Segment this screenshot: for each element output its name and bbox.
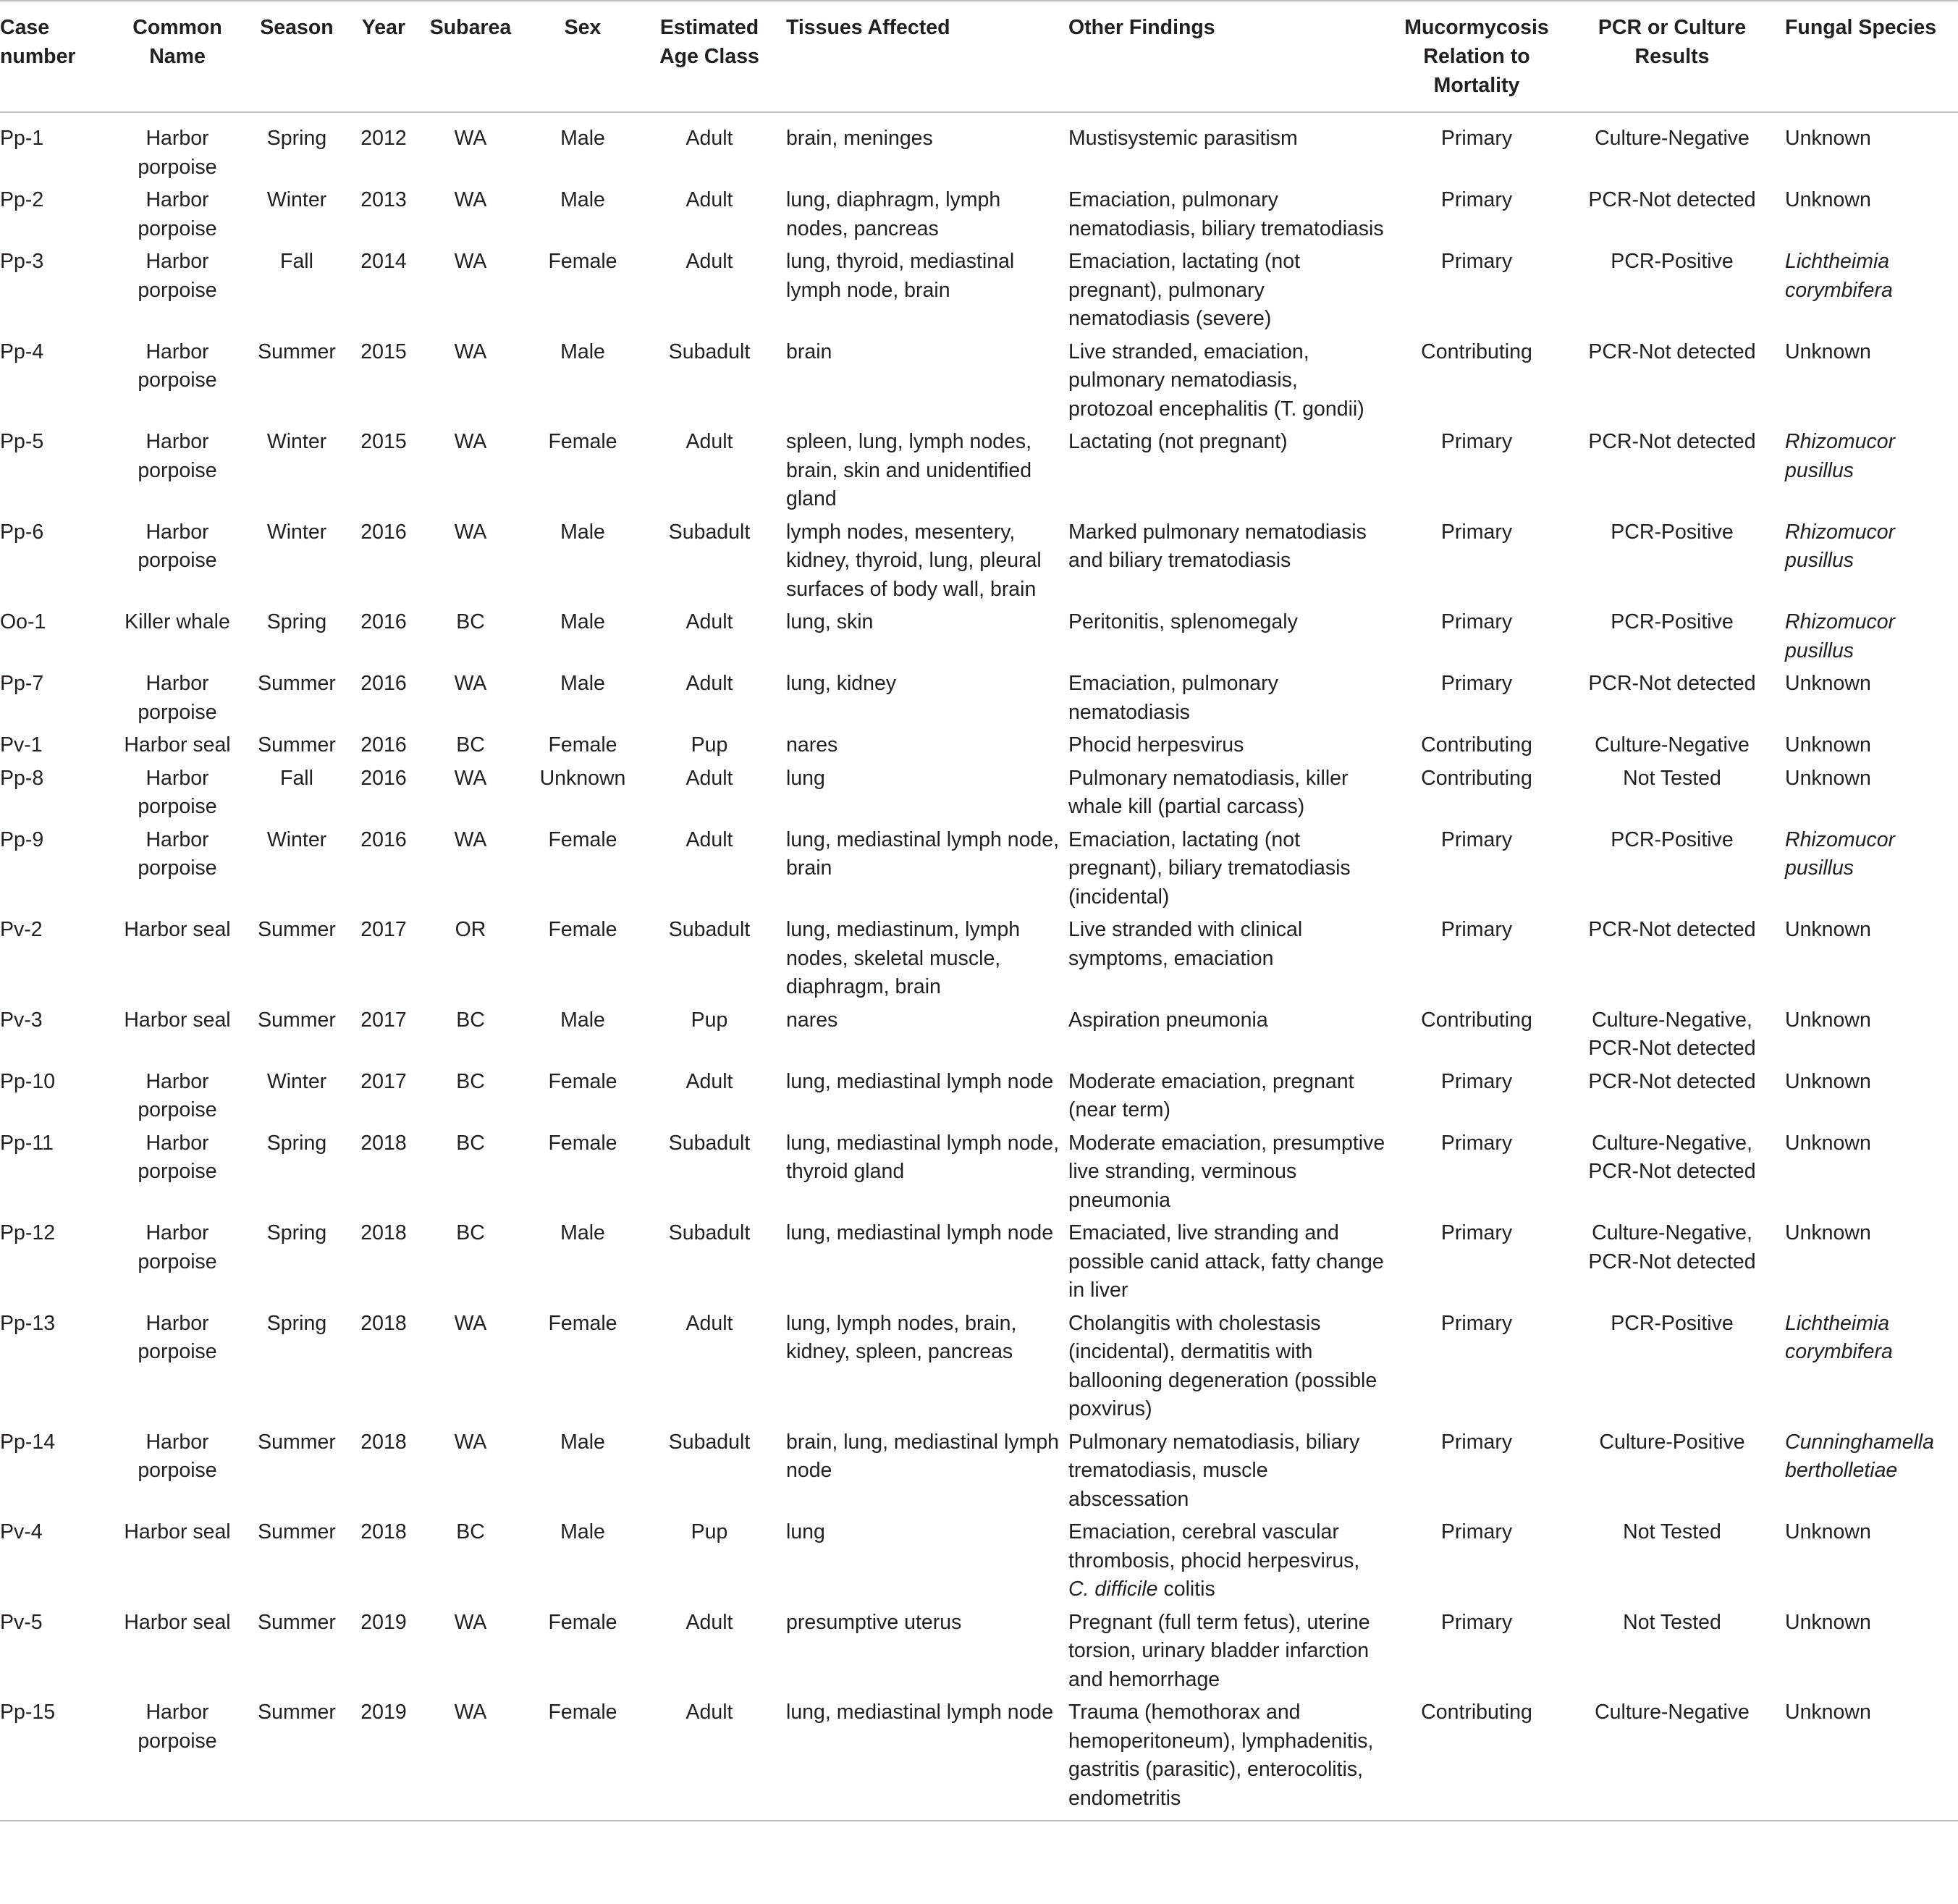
cell-common-name: Harbor porpoise xyxy=(138,1131,217,1183)
cell-results: Culture-Negative xyxy=(1595,127,1750,150)
cell-other-findings xyxy=(1064,1518,1390,1609)
cell-other-findings: Emaciated, live stranding and possible canid attack, fatty change in liver xyxy=(1068,1221,1384,1302)
cell-fungal-species: Unknown xyxy=(1785,766,1871,790)
cell-tissues: nares xyxy=(786,1008,838,1032)
cell-subarea: WA xyxy=(454,1610,487,1634)
cell-age-class: Subadult xyxy=(668,340,751,363)
cell-fungal-species: Rhizomucor pusillus xyxy=(1785,520,1896,572)
cell-fungal-species: Lichtheimia corymbifera xyxy=(1785,1311,1893,1363)
header-tissues: Tissues Affected xyxy=(782,1,1064,112)
cell-season: Spring xyxy=(266,1311,327,1335)
cell-season: Spring xyxy=(266,127,327,150)
cell-season: Summer xyxy=(239,1698,355,1821)
cell-case-number: Pp-15 xyxy=(0,1698,116,1821)
cell-results: Culture-Negative, PCR-Not detected xyxy=(1588,1008,1756,1060)
cell-fungal-species: Unknown xyxy=(1785,672,1871,695)
cell-year: 2017 xyxy=(360,1008,407,1032)
cell-sex: Female xyxy=(528,1698,637,1821)
cell-subarea: WA xyxy=(454,340,487,363)
cell-tissues: lung, mediastinal lymph node, thyroid gland xyxy=(786,1131,1060,1183)
cell-fungal-species: Rhizomucor pusillus xyxy=(1785,827,1896,880)
cell-year: 2015 xyxy=(360,340,407,363)
cell-season: Summer xyxy=(258,1008,336,1032)
cell-year: 2014 xyxy=(360,250,407,273)
cell-other-findings: Aspiration pneumonia xyxy=(1068,1008,1268,1032)
findings-text-part: colitis xyxy=(1157,1577,1215,1601)
cell-season: Summer xyxy=(258,340,336,363)
cell-tissues: lung, lymph nodes, brain, kidney, spleen, pancreas xyxy=(786,1311,1017,1363)
cell-case-number: Pp-10 xyxy=(0,1069,56,1093)
table-row xyxy=(0,428,1958,518)
cell-relation: Contributing xyxy=(1421,733,1532,757)
cell-age-class: Adult xyxy=(685,250,733,273)
table-row xyxy=(0,670,1958,731)
cell-subarea: BC xyxy=(456,1131,485,1155)
cell-tissues: lymph nodes, mesentery, kidney, thyroid, lung, pleural surfaces of body wall, brain xyxy=(786,520,1042,601)
header-relation: Mucormycosis Relation to Mortality xyxy=(1390,1,1564,112)
cell-sex: Male xyxy=(560,188,605,211)
table-row xyxy=(0,1006,1958,1068)
cell-age-class: Subadult xyxy=(668,1131,751,1155)
cell-season: Winter xyxy=(266,430,327,453)
cell-subarea: WA xyxy=(454,672,487,695)
cell-sex: Female xyxy=(548,1311,617,1335)
cell-case-number: Pp-12 xyxy=(0,1221,56,1244)
cell-year: 2018 xyxy=(360,1430,407,1454)
table-row xyxy=(0,1068,1958,1129)
cell-case-number: Pp-4 xyxy=(0,340,44,363)
cell-common-name: Harbor porpoise xyxy=(138,430,217,482)
cell-other-findings: Trauma (hemothorax and hemoperitoneum), lymphadenitis, gastritis (parasitic), enterocolitis, endometritis xyxy=(1064,1698,1390,1821)
cell-sex: Male xyxy=(560,340,605,363)
cell-tissues: spleen, lung, lymph nodes, brain, skin and unidentified gland xyxy=(786,430,1032,510)
table-row xyxy=(0,1129,1958,1220)
table-row xyxy=(0,1609,1958,1699)
cell-year: 2016 xyxy=(360,733,407,757)
cell-season: Summer xyxy=(258,1610,336,1634)
cell-year: 2018 xyxy=(360,1131,407,1155)
cell-other-findings: Pulmonary nematodiasis, killer whale kill (partial carcass) xyxy=(1068,766,1349,818)
cell-common-name: Harbor seal xyxy=(124,1520,231,1543)
cell-subarea: WA xyxy=(454,827,487,851)
cell-common-name: Harbor porpoise xyxy=(138,188,217,240)
cell-other-findings: Phocid herpesvirus xyxy=(1068,733,1244,757)
cell-case-number: Pp-7 xyxy=(0,672,44,695)
cell-year: 2016 xyxy=(360,672,407,695)
cell-results: PCR-Not detected xyxy=(1588,340,1756,363)
cell-results: PCR-Positive xyxy=(1611,610,1734,633)
cell-results: PCR-Not detected xyxy=(1588,918,1756,941)
cell-tissues: lung, mediastinal lymph node xyxy=(786,1221,1054,1244)
cell-tissues: lung, mediastinal lymph node xyxy=(782,1698,1064,1821)
cell-subarea: WA xyxy=(454,127,487,150)
cell-relation: Primary xyxy=(1440,188,1513,211)
cell-subarea: WA xyxy=(454,250,487,273)
cell-relation: Primary xyxy=(1440,672,1513,695)
cell-fungal-species: Unknown xyxy=(1785,1221,1871,1244)
cell-other-findings: Lactating (not pregnant) xyxy=(1068,430,1288,453)
cell-relation: Primary xyxy=(1440,1311,1513,1335)
cell-tissues: lung, mediastinum, lymph nodes, skeletal muscle, diaphragm, brain xyxy=(786,918,1021,998)
cell-relation: Primary xyxy=(1440,520,1513,544)
cell-case-number: Pv-5 xyxy=(0,1610,43,1634)
cell-other-findings: Emaciation, pulmonary nematodiasis xyxy=(1068,672,1278,724)
table-row xyxy=(0,112,1958,186)
cell-case-number: Oo-1 xyxy=(0,610,46,633)
table-row xyxy=(0,1698,1958,1821)
cell-results: PCR-Positive xyxy=(1611,520,1734,544)
cell-tissues: lung xyxy=(786,766,825,790)
cell-fungal-species: Unknown xyxy=(1785,188,1871,211)
cell-year: 2017 xyxy=(360,918,407,941)
cell-subarea: BC xyxy=(456,733,485,757)
cell-sex: Female xyxy=(548,918,617,941)
cell-relation: Primary xyxy=(1440,127,1513,150)
cell-case-number: Pp-6 xyxy=(0,520,44,544)
cell-age-class: Adult xyxy=(685,1610,733,1634)
table-row xyxy=(0,186,1958,248)
cell-season: Winter xyxy=(266,188,327,211)
cell-season: Spring xyxy=(266,610,327,633)
cell-case-number: Pp-9 xyxy=(0,827,44,851)
cell-tissues: lung xyxy=(786,1520,825,1543)
cell-fungal-species: Unknown xyxy=(1785,733,1871,757)
cell-results: Not Tested xyxy=(1623,1610,1721,1634)
cell-fungal-species: Unknown xyxy=(1785,1610,1871,1634)
cell-results: PCR-Not detected xyxy=(1588,1069,1756,1093)
cell-common-name: Harbor seal xyxy=(124,1610,231,1634)
table-row xyxy=(0,1428,1958,1519)
cell-tissues: lung, thyroid, mediastinal lymph node, brain xyxy=(786,250,1015,302)
cell-subarea: WA xyxy=(454,520,487,544)
header-case-number: Case number xyxy=(0,1,116,112)
cell-fungal-species: Lichtheimia corymbifera xyxy=(1785,250,1893,302)
cell-season: Spring xyxy=(266,1221,327,1244)
cell-fungal-species: Unknown xyxy=(1785,1131,1871,1155)
cell-sex: Female xyxy=(548,430,617,453)
header-subarea: Subarea xyxy=(413,1,528,112)
cell-age-class: Adult xyxy=(685,1311,733,1335)
cell-common-name: Harbor seal xyxy=(124,733,231,757)
cell-results: PCR-Positive xyxy=(1611,827,1734,851)
cell-age-class: Subadult xyxy=(668,1221,751,1244)
cell-fungal-species: Unknown xyxy=(1785,918,1871,941)
cell-sex: Female xyxy=(548,250,617,273)
cell-common-name: Harbor porpoise xyxy=(138,1430,217,1482)
cell-subarea: BC xyxy=(456,610,485,633)
cell-other-findings: Mustisystemic parasitism xyxy=(1068,127,1298,150)
cell-relation: Primary xyxy=(1440,1131,1513,1155)
findings-text-part: Emaciation, cerebral vascular thrombosis, phocid herpesvirus, xyxy=(1068,1520,1360,1572)
cell-age-class: Pup xyxy=(691,1520,728,1543)
cell-fungal-species: Unknown xyxy=(1785,340,1871,363)
cell-subarea: WA xyxy=(454,766,487,790)
cell-sex: Female xyxy=(548,1069,617,1093)
header-year: Year xyxy=(355,1,413,112)
cell-common-name: Harbor porpoise xyxy=(138,766,217,818)
cell-sex: Male xyxy=(560,1221,605,1244)
cell-season: Summer xyxy=(258,918,336,941)
cell-tissues: nares xyxy=(786,733,838,757)
cell-age-class: Subadult xyxy=(668,918,751,941)
cell-fungal-species: Cunninghamella bertholletiae xyxy=(1785,1430,1934,1482)
table-row xyxy=(0,338,1958,429)
cell-age-class: Adult xyxy=(685,127,733,150)
cell-relation: Primary xyxy=(1440,827,1513,851)
cell-results: PCR-Positive xyxy=(1611,1311,1734,1335)
cell-tissues: brain, meninges xyxy=(786,127,933,150)
cell-sex: Male xyxy=(560,1008,605,1032)
cell-season: Summer xyxy=(258,733,336,757)
cell-age-class: Adult xyxy=(685,430,733,453)
cell-other-findings: Moderate emaciation, pregnant (near term) xyxy=(1068,1069,1354,1121)
cell-age-class: Subadult xyxy=(668,1430,751,1454)
cell-fungal-species: Rhizomucor pusillus xyxy=(1785,610,1896,662)
cell-case-number: Pp-1 xyxy=(0,127,44,150)
table-header xyxy=(0,1,1958,112)
cell-season: Spring xyxy=(266,1131,327,1155)
cell-relation: Primary xyxy=(1440,430,1513,453)
cell-other-findings: Emaciation, pulmonary nematodiasis, biliary trematodiasis xyxy=(1068,188,1384,240)
header-common-name: Common Name xyxy=(116,1,239,112)
cell-relation: Primary xyxy=(1440,1610,1513,1634)
header-results: PCR or Culture Results xyxy=(1564,1,1781,112)
cell-common-name: Harbor porpoise xyxy=(138,1069,217,1121)
cell-tissues: presumptive uterus xyxy=(786,1610,962,1634)
cell-year: 2018 xyxy=(360,1311,407,1335)
cell-other-findings: Live stranded with clinical symptoms, emaciation xyxy=(1068,918,1303,970)
cell-fungal-species: Unknown xyxy=(1781,1698,1958,1821)
cell-results: PCR-Not detected xyxy=(1588,430,1756,453)
cell-sex: Male xyxy=(560,1430,605,1454)
cell-year: 2016 xyxy=(360,827,407,851)
header-other-findings: Other Findings xyxy=(1064,1,1390,112)
cell-other-findings: Live stranded, emaciation, pulmonary nematodiasis, protozoal encephalitis (T. gondii) xyxy=(1068,340,1364,421)
table-row xyxy=(0,248,1958,338)
cell-season: Winter xyxy=(266,520,327,544)
cell-case-number: Pp-11 xyxy=(0,1131,54,1155)
cell-age-class: Adult xyxy=(685,610,733,633)
cell-relation: Contributing xyxy=(1421,340,1532,363)
cell-results: Culture-Negative xyxy=(1595,733,1750,757)
header-age-class: Estimated Age Class xyxy=(637,1,782,112)
cell-case-number: Pv-2 xyxy=(0,918,43,941)
cell-age-class: Pup xyxy=(691,733,728,757)
cell-age-class: Adult xyxy=(637,1698,782,1821)
cell-results: PCR-Not detected xyxy=(1588,188,1756,211)
cell-case-number: Pp-13 xyxy=(0,1311,56,1335)
cell-tissues: lung, skin xyxy=(786,610,874,633)
cell-other-findings: Pregnant (full term fetus), uterine torsion, urinary bladder infarction and hemorrhage xyxy=(1068,1610,1370,1691)
cell-age-class: Adult xyxy=(685,1069,733,1093)
table-row xyxy=(0,764,1958,826)
header-fungal-species: Fungal Species xyxy=(1781,1,1958,112)
cell-sex: Female xyxy=(548,827,617,851)
cell-common-name: Harbor porpoise xyxy=(138,827,217,880)
table-row xyxy=(0,1518,1958,1609)
cell-subarea: WA xyxy=(413,1698,528,1821)
cell-case-number: Pp-3 xyxy=(0,250,44,273)
cell-sex: Female xyxy=(548,733,617,757)
cell-subarea: OR xyxy=(455,918,486,941)
cell-tissues: lung, mediastinal lymph node, brain xyxy=(786,827,1060,880)
cell-common-name: Harbor porpoise xyxy=(138,1311,217,1363)
cell-tissues: lung, diaphragm, lymph nodes, pancreas xyxy=(786,188,1001,240)
cell-relation: Primary xyxy=(1440,1221,1513,1244)
table-body xyxy=(0,112,1958,1821)
header-sex: Sex xyxy=(528,1,637,112)
cell-fungal-species: Unknown xyxy=(1785,127,1871,150)
cell-sex: Male xyxy=(560,127,605,150)
table-row xyxy=(0,518,1958,609)
cell-relation: Primary xyxy=(1440,1069,1513,1093)
cell-year: 2015 xyxy=(360,430,407,453)
cell-common-name: Harbor seal xyxy=(124,918,231,941)
cell-common-name: Harbor porpoise xyxy=(138,520,217,572)
cell-common-name: Harbor porpoise xyxy=(116,1698,239,1821)
table-row xyxy=(0,916,1958,1006)
cell-year: 2013 xyxy=(360,188,407,211)
cell-common-name: Harbor porpoise xyxy=(138,1221,217,1273)
cell-common-name: Harbor porpoise xyxy=(138,672,217,724)
table-row xyxy=(0,1219,1958,1310)
cell-results: PCR-Positive xyxy=(1611,250,1734,273)
cell-sex: Male xyxy=(560,610,605,633)
cell-subarea: BC xyxy=(456,1221,485,1244)
table-row xyxy=(0,826,1958,917)
header-season: Season xyxy=(239,1,355,112)
cell-season: Summer xyxy=(258,672,336,695)
cell-relation: Contributing xyxy=(1421,766,1532,790)
cell-results: PCR-Not detected xyxy=(1588,672,1756,695)
findings-text-part: C. difficile xyxy=(1068,1577,1158,1601)
cell-age-class: Adult xyxy=(685,188,733,211)
cell-case-number: Pv-1 xyxy=(0,733,43,757)
cell-results: Not Tested xyxy=(1623,766,1721,790)
cell-sex: Female xyxy=(548,1610,617,1634)
cell-results: Culture-Negative, PCR-Not detected xyxy=(1588,1221,1756,1273)
cell-age-class: Subadult xyxy=(668,520,751,544)
cell-common-name: Harbor seal xyxy=(124,1008,231,1032)
table-row xyxy=(0,608,1958,670)
cell-year: 2018 xyxy=(360,1221,407,1244)
cell-year: 2017 xyxy=(360,1069,407,1093)
cell-relation: Primary xyxy=(1440,918,1513,941)
cell-fungal-species: Unknown xyxy=(1785,1520,1871,1543)
cell-fungal-species: Unknown xyxy=(1785,1008,1871,1032)
cell-case-number: Pp-14 xyxy=(0,1430,56,1454)
cell-subarea: WA xyxy=(454,1430,487,1454)
cell-season: Winter xyxy=(266,1069,327,1093)
cell-subarea: WA xyxy=(454,1311,487,1335)
cell-relation: Contributing xyxy=(1421,1008,1532,1032)
cell-fungal-species: Rhizomucor pusillus xyxy=(1785,430,1896,482)
cell-common-name: Killer whale xyxy=(125,610,230,633)
cell-results: Culture-Positive xyxy=(1599,1430,1745,1454)
cell-relation: Primary xyxy=(1440,250,1513,273)
cell-common-name: Harbor porpoise xyxy=(138,340,217,392)
cell-tissues: brain xyxy=(786,340,832,363)
cell-sex: Male xyxy=(560,520,605,544)
cell-sex: Female xyxy=(548,1131,617,1155)
cell-season: Summer xyxy=(258,1520,336,1543)
cell-season: Winter xyxy=(266,827,327,851)
cell-year: 2019 xyxy=(360,1610,407,1634)
cell-fungal-species: Unknown xyxy=(1785,1069,1871,1093)
cell-sex: Unknown xyxy=(539,766,626,790)
cell-other-findings: Cholangitis with cholestasis (incidental), dermatitis with ballooning degeneration (possible poxvirus) xyxy=(1068,1311,1377,1420)
cell-relation: Primary xyxy=(1440,1520,1513,1543)
cell-season: Fall xyxy=(280,250,313,273)
cell-season: Summer xyxy=(258,1430,336,1454)
cell-sex: Male xyxy=(560,672,605,695)
cell-year: 2016 xyxy=(360,520,407,544)
cell-age-class: Adult xyxy=(685,672,733,695)
cell-other-findings: Moderate emaciation, presumptive live stranding, verminous pneumonia xyxy=(1068,1131,1385,1212)
cell-subarea: WA xyxy=(454,188,487,211)
cell-other-findings: Marked pulmonary nematodiasis and biliary trematodiasis xyxy=(1068,520,1367,572)
cell-age-class: Pup xyxy=(691,1008,728,1032)
cell-age-class: Adult xyxy=(685,766,733,790)
cell-year: 2018 xyxy=(360,1520,407,1543)
cell-case-number: Pv-4 xyxy=(0,1520,43,1543)
cell-year: 2012 xyxy=(360,127,407,150)
cell-subarea: WA xyxy=(454,430,487,453)
cell-common-name: Harbor porpoise xyxy=(138,127,217,179)
cell-other-findings: Emaciation, lactating (not pregnant), pulmonary nematodiasis (severe) xyxy=(1068,250,1300,330)
cell-case-number: Pp-8 xyxy=(0,766,44,790)
cell-year: 2019 xyxy=(355,1698,413,1821)
cell-tissues: lung, mediastinal lymph node xyxy=(786,1069,1054,1093)
cell-other-findings: Emaciation, lactating (not pregnant), biliary trematodiasis (incidental) xyxy=(1068,827,1351,909)
cell-season: Fall xyxy=(280,766,313,790)
table-row xyxy=(0,731,1958,764)
cell-results: Not Tested xyxy=(1623,1520,1721,1543)
cell-tissues: lung, kidney xyxy=(786,672,897,695)
cell-subarea: BC xyxy=(456,1069,485,1093)
cell-year: 2016 xyxy=(360,610,407,633)
cell-year: 2016 xyxy=(360,766,407,790)
table-row xyxy=(0,1310,1958,1428)
cell-tissues: brain, lung, mediastinal lymph node xyxy=(786,1430,1060,1482)
header-row xyxy=(0,1,1958,112)
cell-subarea: BC xyxy=(456,1520,485,1543)
cell-results: Culture-Negative, PCR-Not detected xyxy=(1588,1131,1756,1183)
cell-relation: Primary xyxy=(1440,610,1513,633)
cell-relation: Primary xyxy=(1440,1430,1513,1454)
cell-case-number: Pv-3 xyxy=(0,1008,43,1032)
cell-common-name: Harbor porpoise xyxy=(138,250,217,302)
cell-case-number: Pp-5 xyxy=(0,430,44,453)
cell-other-findings: Peritonitis, splenomegaly xyxy=(1068,610,1298,633)
cell-other-findings: Pulmonary nematodiasis, biliary trematodiasis, muscle abscessation xyxy=(1068,1430,1360,1511)
cell-results: Culture-Negative xyxy=(1564,1698,1781,1821)
cell-relation: Contributing xyxy=(1390,1698,1564,1821)
cell-sex: Male xyxy=(560,1520,605,1543)
cell-age-class: Adult xyxy=(685,827,733,851)
cell-case-number: Pp-2 xyxy=(0,188,44,211)
cell-subarea: BC xyxy=(456,1008,485,1032)
